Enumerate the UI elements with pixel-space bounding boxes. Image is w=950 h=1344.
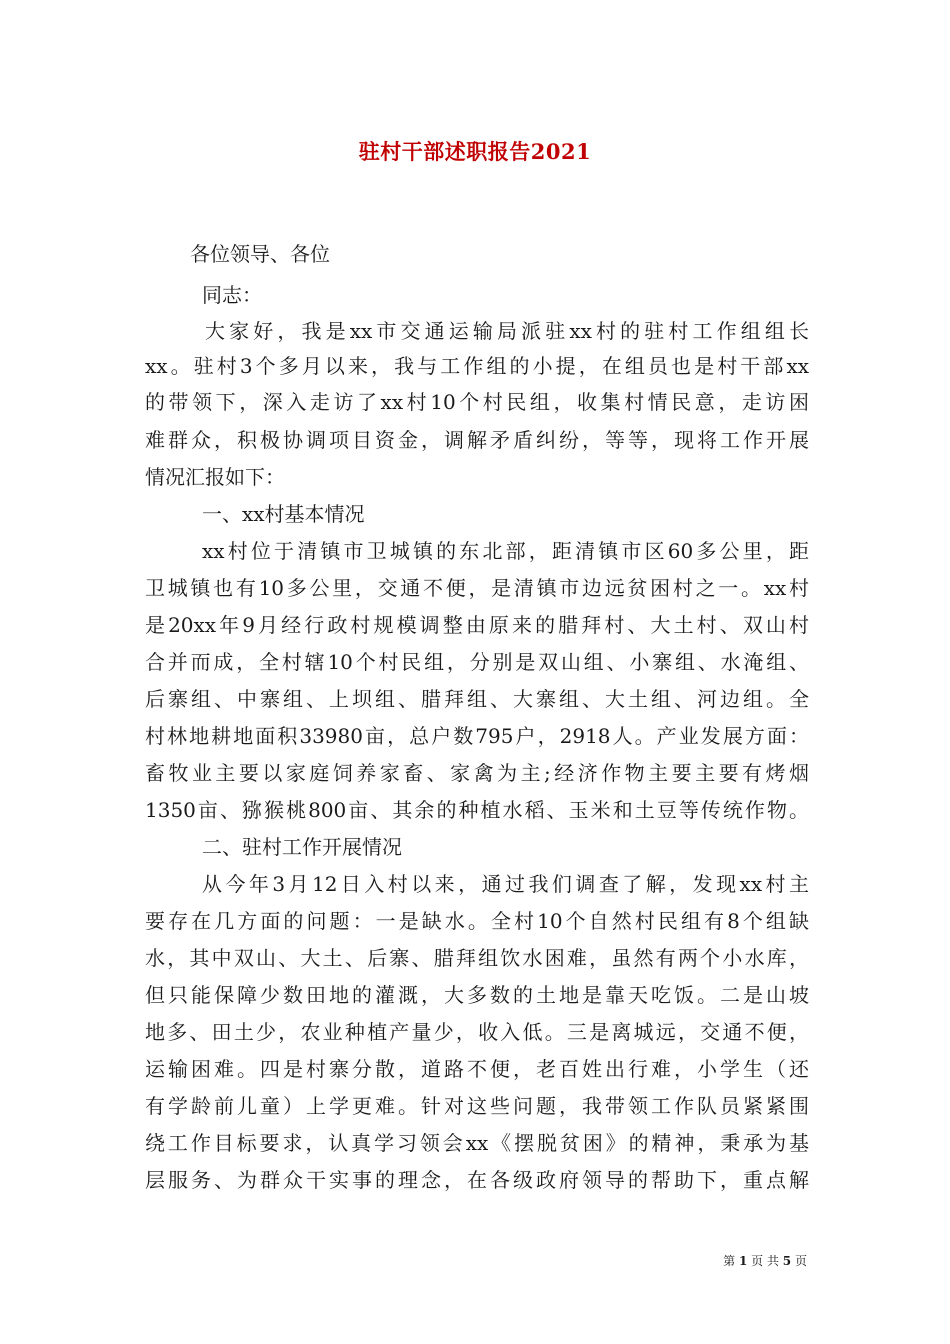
text-line: 后寨组、中寨组、上坝组、腊拜组、大寨组、大土组、河边组。全 bbox=[145, 687, 809, 711]
text-line: 但只能保障少数田地的灌溉，大多数的土地是靠天吃饭。二是山坡 bbox=[145, 983, 809, 1007]
section-heading: 二、驻村工作开展情况 bbox=[202, 835, 402, 859]
text-line: 各位领导、各位 bbox=[190, 242, 330, 266]
footer-total-pages: 5 bbox=[782, 1254, 792, 1268]
text-line: 情况汇报如下： bbox=[145, 465, 285, 489]
text-line: 合并而成，全村辖10个村民组，分别是双山组、小寨组、水淹组、 bbox=[145, 650, 809, 674]
text-line: 水，其中双山、大土、后寨、腊拜组饮水困难，虽然有两个小水库， bbox=[145, 946, 809, 970]
text-line: 村林地耕地面积33980亩，总户数795户，2918人。产业发展方面： bbox=[145, 724, 809, 748]
text-line: 运输困难。四是村寨分散，道路不便，老百姓出行难，小学生（还 bbox=[145, 1057, 809, 1081]
footer-page-number: 1 bbox=[738, 1254, 748, 1268]
text-line: 难群众，积极协调项目资金，调解矛盾纠纷，等等，现将工作开展 bbox=[145, 428, 809, 452]
text-line: 是20xx年9月经行政村规模调整由原来的腊拜村、大土村、双山村 bbox=[145, 613, 809, 637]
text-line: 有学龄前儿童）上学更难。针对这些问题，我带领工作队员紧紧围 bbox=[145, 1094, 809, 1118]
text-line: 地多、田土少，农业种植产量少，收入低。三是离城远，交通不便， bbox=[145, 1020, 809, 1044]
text-line: 卫城镇也有10多公里，交通不便，是清镇市边远贫困村之一。xx村 bbox=[145, 576, 809, 600]
text-line: 从今年3月12日入村以来，通过我们调查了解，发现xx村主 bbox=[202, 872, 809, 896]
footer-prefix: 第 bbox=[723, 1254, 736, 1268]
text-line: 大家好，我是xx市交通运输局派驻xx村的驻村工作组组长 bbox=[205, 319, 809, 343]
text-line: 要存在几方面的问题：一是缺水。全村10个自然村民组有8个组缺 bbox=[145, 909, 809, 933]
text-line: 同志： bbox=[202, 283, 262, 307]
text-line: xx。驻村3个多月以来，我与工作组的小提，在组员也是村干部xx bbox=[145, 354, 809, 378]
text-line: xx村位于清镇市卫城镇的东北部，距清镇市区60多公里，距 bbox=[202, 539, 809, 563]
text-line: 绕工作目标要求，认真学习领会xx《摆脱贫困》的精神，秉承为基 bbox=[145, 1131, 809, 1155]
text-line: 1350亩、猕猴桃800亩、其余的种植水稻、玉米和土豆等传统作物。 bbox=[145, 798, 809, 822]
document-title: 驻村干部述职报告2021 bbox=[358, 139, 592, 164]
text-line: 的带领下，深入走访了xx村10个村民组，收集村情民意，走访困 bbox=[145, 390, 809, 414]
page-footer bbox=[723, 1252, 807, 1269]
section-heading: 一、xx村基本情况 bbox=[202, 502, 365, 526]
text-line: 畜牧业主要以家庭饲养家畜、家禽为主;经济作物主要主要有烤烟 bbox=[145, 761, 809, 785]
text-line: 层服务、为群众干实事的理念，在各级政府领导的帮助下，重点解 bbox=[145, 1168, 809, 1192]
footer-middle: 页 共 bbox=[751, 1254, 779, 1268]
footer-suffix: 页 bbox=[794, 1254, 807, 1268]
